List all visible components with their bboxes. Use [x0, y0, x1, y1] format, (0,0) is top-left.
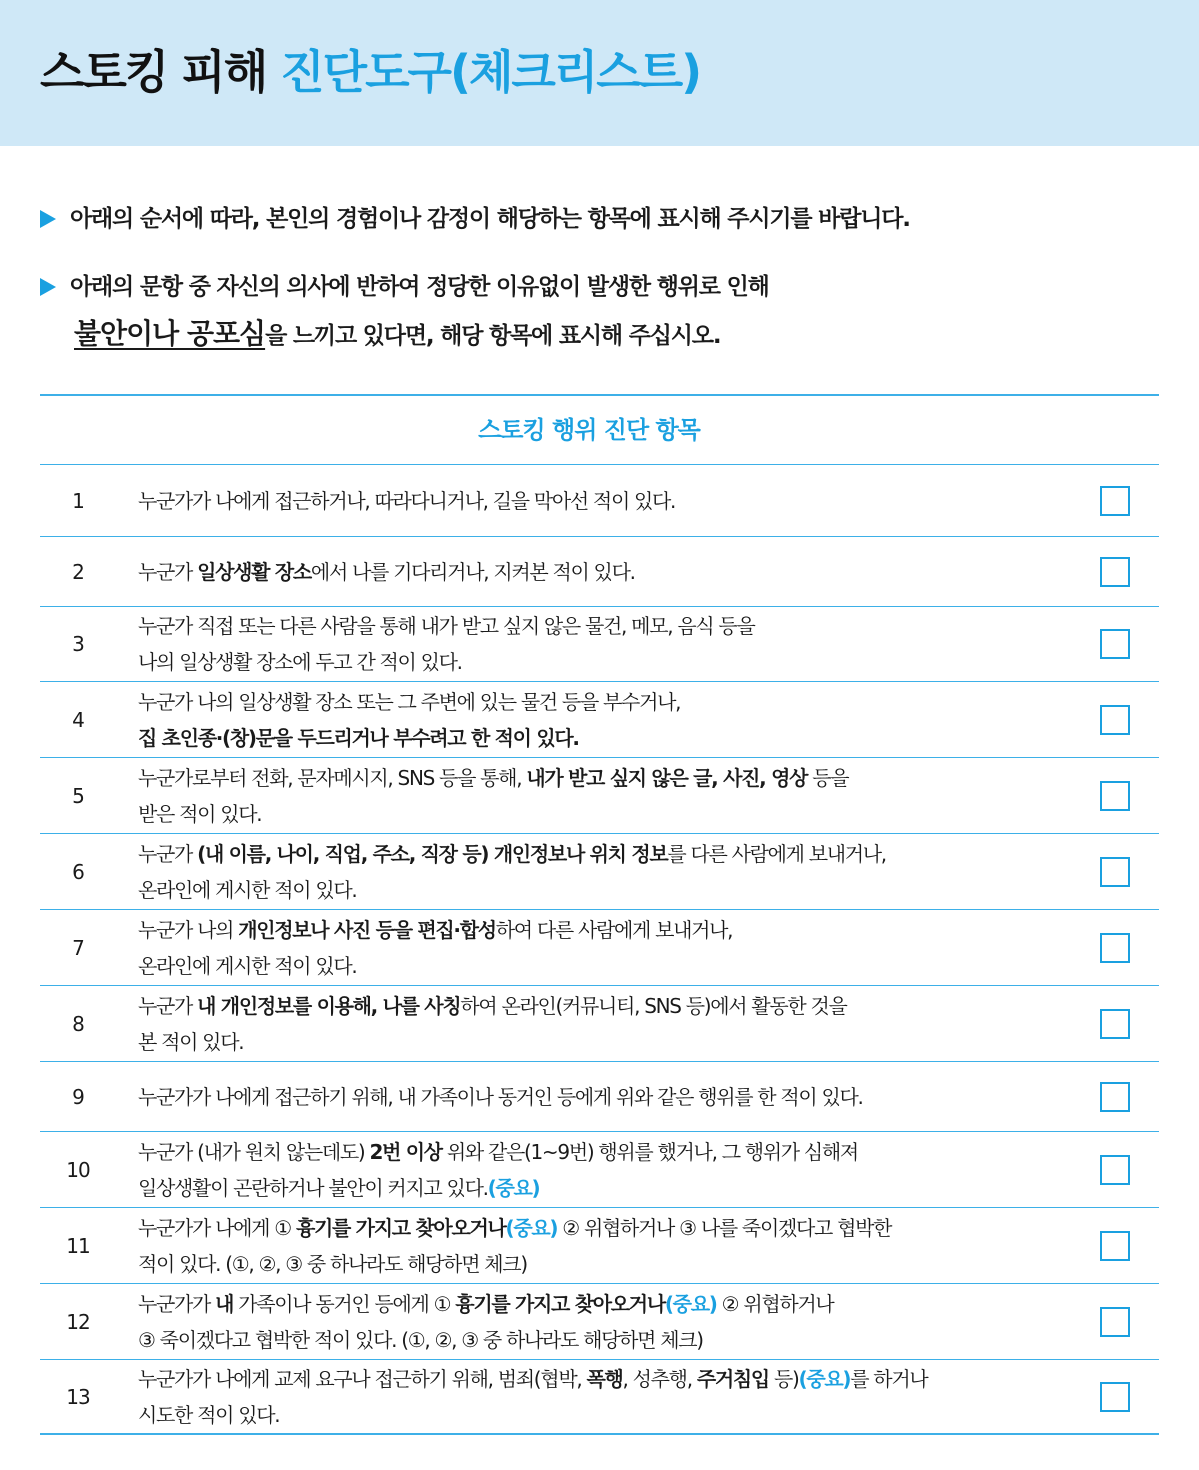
item-checkbox[interactable]: [1100, 557, 1130, 587]
text-segment: 누군가가 나에게 접근하거나, 따라다니거나, 길을 막아선 적이 있다.: [138, 488, 676, 513]
checklist-row: [40, 1359, 1159, 1435]
item-checkbox[interactable]: [1100, 1155, 1130, 1185]
item-text-line: [138, 796, 1058, 832]
item-text-line: [138, 1322, 1058, 1358]
important-tag: (중요): [664, 1291, 717, 1316]
item-checkbox[interactable]: [1100, 857, 1130, 887]
item-number: 8: [72, 1011, 84, 1036]
triangle-bullet-icon: [40, 210, 56, 228]
emphasis-text: 내가 받고 싶지 않은 글, 사진, 영상: [526, 765, 808, 790]
item-number: 12: [66, 1309, 90, 1334]
item-text: [138, 986, 1058, 1061]
item-text-line: [138, 1361, 1058, 1397]
checklist: [40, 464, 1159, 1435]
important-tag: (중요): [487, 1175, 540, 1200]
item-checkbox[interactable]: [1100, 933, 1130, 963]
item-text-line: [138, 1246, 1058, 1282]
item-text-line: [138, 1024, 1058, 1060]
emphasis-text: 불안이나 공포심: [74, 317, 266, 350]
checklist-row: [40, 909, 1159, 985]
page-title: [40, 36, 700, 102]
item-text-line: [138, 1286, 1058, 1322]
text-segment: 위와 같은(1~9번) 행위를 했거나, 그 행위가 심해져: [441, 1139, 858, 1164]
section-title: 스토킹 행위 진단 항목: [478, 416, 700, 444]
instruction-2-rest: 을 느끼고 있다면, 해당 항목에 표시해 주십시오.: [265, 323, 721, 349]
item-text-line: [138, 684, 1058, 720]
text-segment: 누군가: [138, 993, 198, 1018]
text-segment: 를 하거나: [850, 1366, 928, 1391]
item-text: [138, 834, 1058, 909]
item-text: [138, 1284, 1058, 1359]
text-segment: 누군가 나의: [138, 917, 239, 942]
instruction-2-text: 아래의 문항 중 자신의 의사에 반하여 정당한 이유없이 발생한 행위로 인해: [70, 274, 769, 300]
text-segment: 온라인에 게시한 적이 있다.: [138, 953, 357, 978]
item-checkbox[interactable]: [1100, 1009, 1130, 1039]
item-text: [138, 910, 1058, 985]
text-segment: 누군가가 나에게 접근하기 위해, 내 가족이나 동거인 등에게 위와 같은 행위를 한 적이 있다.: [138, 1084, 863, 1109]
item-number: 1: [72, 488, 84, 513]
emphasis-text: 개인정보나 사진 등을 편집·합성: [238, 917, 496, 942]
text-segment: 누군가가 나에게 ①: [138, 1215, 296, 1240]
item-text: [138, 1208, 1058, 1283]
checklist-row: [40, 757, 1159, 833]
item-text: [138, 682, 1058, 757]
text-segment: ② 위협하거나: [716, 1291, 834, 1316]
item-text-line: [138, 1210, 1058, 1246]
text-segment: 받은 적이 있다.: [138, 801, 262, 826]
item-text: [138, 1132, 1058, 1207]
item-text-line: [138, 988, 1058, 1024]
checklist-row: [40, 1131, 1159, 1207]
item-checkbox[interactable]: [1100, 1382, 1130, 1412]
item-number: 13: [66, 1384, 90, 1409]
item-number: 4: [72, 707, 84, 732]
item-text-line: [138, 948, 1058, 984]
instruction-1: [40, 200, 910, 233]
item-number: 2: [72, 559, 84, 584]
item-text: [138, 1360, 1058, 1433]
text-segment: 누군가 나의 일상생활 장소 또는 그 주변에 있는 물건 등을 부수거나,: [138, 689, 681, 714]
item-text-line: [138, 644, 1058, 680]
text-segment: 를 다른 사람에게 보내거나,: [667, 841, 886, 866]
item-checkbox[interactable]: [1100, 1231, 1130, 1261]
emphasis-text: (내 이름, 나이, 직업, 주소, 직장 등) 개인정보나 위치 정보: [197, 841, 668, 866]
emphasis-text: 주거침입: [696, 1366, 769, 1391]
item-text-line: [138, 1079, 1058, 1115]
text-segment: ② 위협하거나 ③ 나를 죽이겠다고 협박한: [557, 1215, 892, 1240]
instruction-2: [40, 268, 769, 301]
text-segment: ③ 죽이겠다고 협박한 적이 있다. (①, ②, ③ 중 하나라도 해당하면 체크): [138, 1327, 703, 1352]
checklist-row: [40, 1061, 1159, 1131]
item-text: [138, 465, 1058, 536]
item-text: [138, 537, 1058, 606]
important-tag: (중요): [798, 1366, 851, 1391]
item-checkbox[interactable]: [1100, 629, 1130, 659]
text-segment: 나의 일상생활 장소에 두고 간 적이 있다.: [138, 650, 462, 674]
emphasis-text: 내: [215, 1291, 234, 1316]
instruction-2-continued: [74, 312, 720, 352]
text-segment: 하여 다른 사람에게 보내거나,: [495, 917, 733, 942]
item-text-line: [138, 836, 1058, 872]
text-segment: 누군가: [138, 559, 198, 584]
item-text-line: [138, 872, 1058, 908]
page-header: [0, 0, 1199, 146]
text-segment: 하여 온라인(커뮤니티, SNS 등)에서 활동한 것을: [460, 993, 847, 1018]
item-text-line: [138, 1397, 1058, 1433]
title-highlight: 진단도구(체크리스트): [280, 45, 701, 99]
text-segment: 누군가 (내가 원치 않는데도): [138, 1139, 370, 1164]
text-segment: 누군가가: [138, 1291, 216, 1316]
item-text-line: [138, 608, 1058, 644]
text-segment: 가족이나 동거인 등에게 ①: [233, 1291, 456, 1316]
text-segment: 일상생활이 곤란하거나 불안이 커지고 있다.: [138, 1175, 488, 1200]
text-segment: 온라인에 게시한 적이 있다.: [138, 877, 357, 902]
item-checkbox[interactable]: [1100, 1082, 1130, 1112]
emphasis-text: 흉기를 가지고 찾아오거나: [295, 1215, 506, 1240]
item-number: 6: [72, 859, 84, 884]
triangle-bullet-icon: [40, 278, 56, 296]
item-text-line: [138, 1170, 1058, 1206]
emphasis-text: 일상생활 장소: [197, 559, 311, 584]
text-segment: , 성추행,: [622, 1366, 697, 1391]
text-segment: 적이 있다. (①, ②, ③ 중 하나라도 해당하면 체크): [138, 1251, 527, 1276]
title-main: 스토킹 피해: [40, 45, 281, 99]
item-number: 3: [72, 632, 84, 656]
checklist-row: [40, 1283, 1159, 1359]
checklist-row: [40, 536, 1159, 606]
emphasis-text: 흉기를 가지고 찾아오거나: [455, 1291, 665, 1316]
emphasis-text: 내 개인정보를 이용해, 나를 사칭: [197, 993, 461, 1018]
item-number: 9: [72, 1084, 84, 1109]
item-number: 7: [72, 935, 84, 960]
item-text-line: [138, 720, 1058, 756]
emphasis-text: 2번 이상: [369, 1139, 442, 1164]
item-checkbox[interactable]: [1100, 705, 1130, 735]
important-tag: (중요): [505, 1215, 558, 1240]
item-text-line: [138, 554, 1058, 590]
emphasis-text: 폭행: [586, 1366, 623, 1391]
item-text-line: [138, 912, 1058, 948]
text-segment: 등을: [807, 765, 849, 790]
checklist-row: [40, 985, 1159, 1061]
instruction-1-text: 아래의 순서에 따라, 본인의 경험이나 감정이 해당하는 항목에 표시해 주시기를 바랍니다.: [70, 206, 910, 232]
emphasis-text: 집 초인종·(창)문을 두드리거나 부수려고 한 적이 있다.: [138, 725, 579, 750]
text-segment: 등): [768, 1366, 799, 1391]
text-segment: 누군가로부터 전화, 문자메시지, SNS 등을 통해,: [138, 765, 527, 790]
item-text-line: [138, 483, 1058, 519]
item-text: [138, 1062, 1058, 1131]
text-segment: 시도한 적이 있다.: [138, 1402, 280, 1427]
item-text-line: [138, 1134, 1058, 1170]
text-segment: 누군가: [138, 841, 198, 866]
text-segment: 누군가가 나에게 교제 요구나 접근하기 위해, 범죄(협박,: [138, 1366, 587, 1391]
checklist-row: [40, 681, 1159, 757]
checklist-row: [40, 606, 1159, 681]
item-number: 11: [66, 1233, 90, 1258]
text-segment: 본 적이 있다.: [138, 1029, 244, 1054]
item-text: [138, 607, 1058, 681]
divider: [40, 394, 1159, 396]
item-number: 10: [66, 1157, 90, 1182]
checklist-row: [40, 833, 1159, 909]
item-number: 5: [72, 783, 84, 808]
item-text: [138, 758, 1058, 833]
item-checkbox[interactable]: [1100, 781, 1130, 811]
checklist-row: [40, 1207, 1159, 1283]
checklist-row: [40, 464, 1159, 536]
text-segment: 에서 나를 기다리거나, 지켜본 적이 있다.: [310, 559, 635, 584]
item-text-line: [138, 760, 1058, 796]
item-checkbox[interactable]: [1100, 1307, 1130, 1337]
item-checkbox[interactable]: [1100, 486, 1130, 516]
text-segment: 누군가 직접 또는 다른 사람을 통해 내가 받고 싶지 않은 물건, 메모, 음식 등을: [138, 614, 755, 638]
